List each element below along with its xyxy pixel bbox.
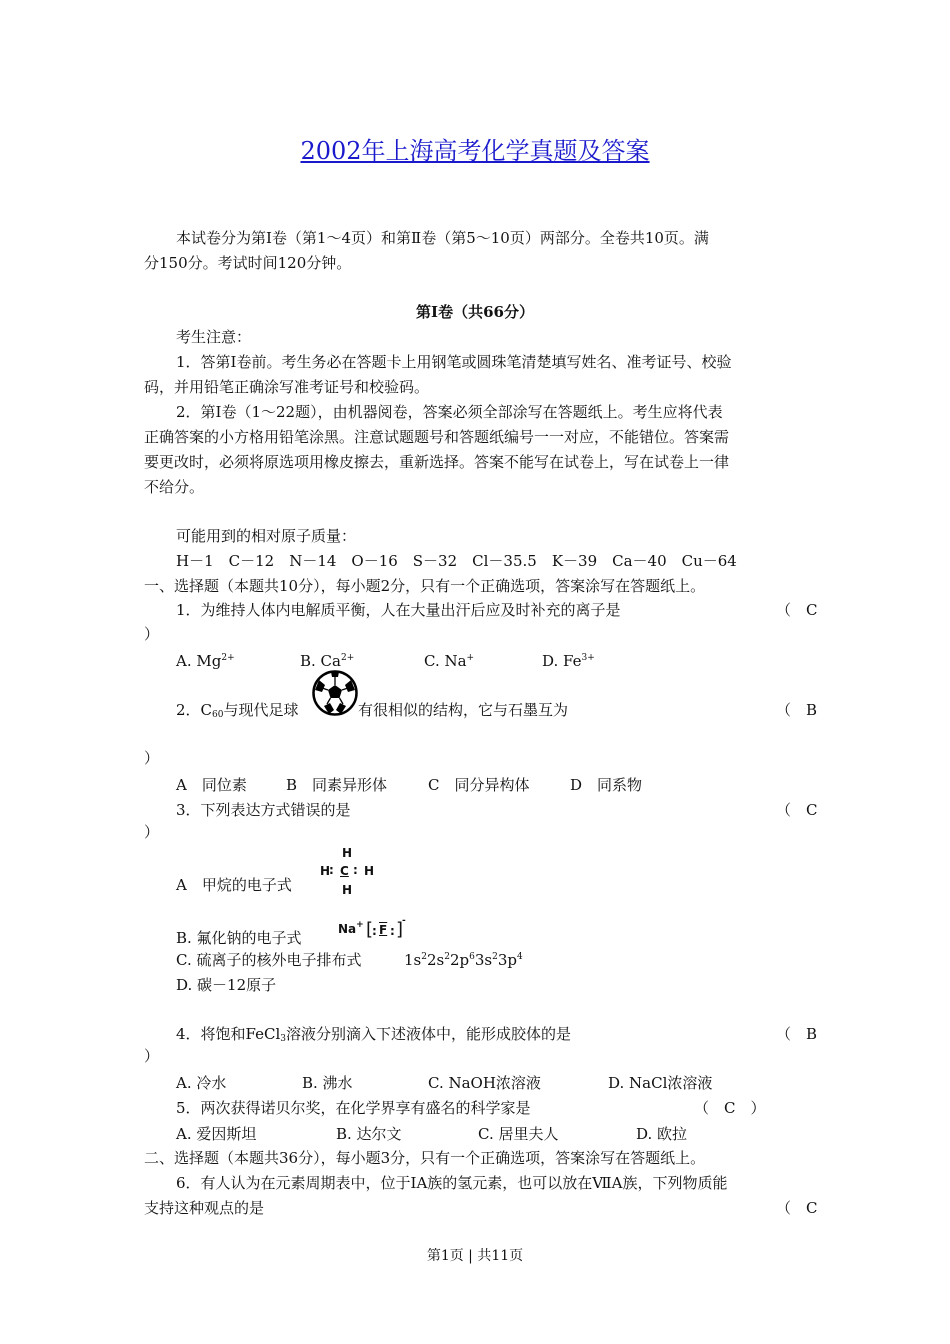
q3-stem: 3．下列表达方式错误的是 bbox=[176, 801, 351, 819]
q2-option-a: A 同位素 bbox=[176, 776, 247, 794]
notice-line: 不给分。 bbox=[144, 478, 205, 496]
notice-line: 正确答案的小方格用铅笔涂黑。注意试题题号和答题纸编号一一对应，不能错位。答案需 bbox=[144, 428, 730, 446]
q4-answer-close: ） bbox=[144, 1047, 160, 1065]
q2-answer-close: ） bbox=[144, 749, 160, 767]
q5-answer: （ C ） bbox=[694, 1099, 766, 1117]
page-title[interactable]: 2002年上海高考化学真题及答案 bbox=[300, 137, 650, 165]
q3-answer-close: ） bbox=[144, 823, 160, 841]
q3-option-a: A 甲烷的电子式 bbox=[176, 876, 292, 894]
part2-heading: 二、选择题（本题共36分），每小题3分，只有一个正确选项，答案涂写在答题纸上。 bbox=[144, 1149, 706, 1167]
q2-answer: （ B bbox=[776, 701, 818, 719]
q4-option-c: C. NaOH浓溶液 bbox=[428, 1074, 541, 1092]
intro-line-1: 本试卷分为第Ⅰ卷（第1～4页）和第Ⅱ卷（第5～10页）两部分。全卷共10页。满 bbox=[176, 229, 709, 247]
section1-heading: 第Ⅰ卷（共66分） bbox=[416, 303, 534, 321]
q5-option-b: B. 达尔文 bbox=[336, 1125, 402, 1143]
q5-option-a: A. 爱因斯坦 bbox=[176, 1125, 257, 1143]
q5-stem: 5．两次获得诺贝尔奖，在化学界享有盛名的科学家是 bbox=[176, 1099, 531, 1117]
q6-answer: （ C bbox=[776, 1199, 818, 1217]
q3-option-d: D. 碳－12原子 bbox=[176, 976, 277, 994]
q5-option-c: C. 居里夫人 bbox=[478, 1125, 559, 1143]
q3-answer: （ C bbox=[776, 801, 818, 819]
q2-option-d: D 同系物 bbox=[570, 776, 643, 794]
q1-option-b: B. $Ca^{2+}$ bbox=[300, 652, 355, 670]
q2-option-c: C 同分异构体 bbox=[428, 776, 530, 794]
intro-line-2: 分150分。考试时间120分钟。 bbox=[144, 254, 352, 272]
q2-stem: 2．$C_{60}$与现代足球 bbox=[176, 701, 299, 720]
q5-option-d: D. 欧拉 bbox=[636, 1125, 688, 1143]
q4-answer: （ B bbox=[776, 1025, 818, 1043]
q1-option-d: D. $Fe^{3+}$ bbox=[542, 652, 595, 670]
q1-answer-close: ） bbox=[144, 625, 160, 643]
q3-option-b: B. 氟化钠的电子式 bbox=[176, 929, 302, 947]
q6-stem-line-1: 6．有人认为在元素周期表中，位于ⅠA族的氢元素，也可以放在ⅦA族，下列物质能 bbox=[176, 1174, 728, 1192]
q1-stem: 1．为维持人体内电解质平衡，人在大量出汗后应及时补充的离子是 bbox=[176, 601, 621, 619]
q2-stem-tail: 有很相似的结构，它与石墨互为 bbox=[358, 701, 569, 719]
notice-line: 1．答第Ⅰ卷前。考生务必在答题卡上用钢笔或圆珠笔清楚填写姓名、准考证号、校验 bbox=[176, 353, 732, 371]
soccer-ball-icon bbox=[312, 670, 358, 716]
q1-option-a: A. $Mg^{2+}$ bbox=[176, 652, 235, 670]
q4-option-b: B. 沸水 bbox=[302, 1074, 353, 1092]
part1-heading: 一、选择题（本题共10分），每小题2分，只有一个正确选项，答案涂写在答题纸上。 bbox=[144, 577, 706, 595]
page-footer: 第1页 | 共11页 bbox=[426, 1248, 524, 1264]
notice-line: 要更改时，必须将原选项用橡皮擦去，重新选择。答案不能写在试卷上，写在试卷上一律 bbox=[144, 453, 730, 471]
q4-option-a: A. 冷水 bbox=[176, 1074, 227, 1092]
q4-stem: 4．将饱和FeCl$_3$溶液分别滴入下述液体中，能形成胶体的是 bbox=[176, 1025, 572, 1044]
atomic-mass-list: H－1 C－12 N－14 O－16 S－32 Cl－35.5 K－39 Ca－40 Cu－64 bbox=[176, 552, 737, 570]
notice-line: 2．第Ⅰ卷（1～22题），由机器阅卷，答案必须全部涂写在答题纸上。考生应将代表 bbox=[176, 403, 723, 421]
atomic-mass-label: 可能用到的相对原子质量： bbox=[176, 527, 357, 545]
q2-option-b: B 同素异形体 bbox=[286, 776, 388, 794]
sulfide-electron-configuration: $1s^22s^22p^63s^23p^4$ bbox=[404, 951, 523, 969]
q6-stem-line-2: 支持这种观点的是 bbox=[144, 1199, 265, 1217]
q4-option-d: D. NaCl浓溶液 bbox=[608, 1074, 713, 1092]
notice-line: 码，并用铅笔正确涂写准考证号和校验码。 bbox=[144, 378, 430, 396]
q1-answer: （ C bbox=[776, 601, 818, 619]
q3-option-c: C. 硫离子的核外电子排布式 bbox=[176, 951, 362, 969]
q1-option-c: C. Na+ bbox=[424, 652, 475, 670]
notice-label: 考生注意： bbox=[176, 328, 252, 346]
